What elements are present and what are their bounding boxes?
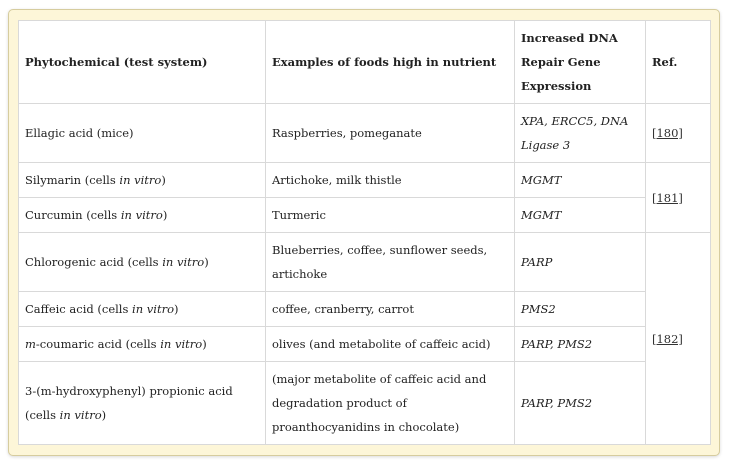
cell-ref <box>646 163 711 233</box>
name-text-end: ) <box>161 173 166 187</box>
name-text: -coumaric acid (cells <box>35 337 161 351</box>
name-text: Chlorogenic acid (cells <box>25 255 163 269</box>
header-phytochemical: Phytochemical (test system) <box>19 21 266 104</box>
cell-phytochemical <box>19 198 266 233</box>
name-text: Caffeic acid (cells <box>25 302 133 316</box>
header-ref: Ref. <box>646 21 711 104</box>
table-row <box>19 104 711 163</box>
cell-ref <box>646 233 711 445</box>
name-text-end: ) <box>202 337 207 351</box>
name-italic: in vitro <box>160 337 203 351</box>
cell-phytochemical <box>19 362 266 445</box>
cell-phytochemical <box>19 327 266 362</box>
phytochemical-table <box>18 20 711 445</box>
name-italic: in vitro <box>59 408 102 422</box>
cell-phytochemical <box>19 292 266 327</box>
ref-link-181[interactable]: [181] <box>652 190 683 205</box>
header-foods: Examples of foods high in nutrient <box>266 21 515 104</box>
name-text: Silymarin (cells <box>25 173 120 187</box>
table-row <box>19 163 711 198</box>
name-italic-lead: m <box>25 337 36 351</box>
name-text: Curcumin (cells <box>25 208 121 222</box>
cell-genes: PMS2 <box>515 292 646 327</box>
name-italic: in vitro <box>120 208 163 222</box>
cell-genes: XPA, ERCC5, DNA Ligase 3 <box>515 104 646 163</box>
header-dna-repair: Increased DNA Repair Gene Expression <box>515 21 646 104</box>
table-row <box>19 362 711 445</box>
cell-ref <box>646 104 711 163</box>
table-header-row <box>19 21 711 104</box>
name-text-end: ) <box>174 302 179 316</box>
cell-genes: PARP, PMS2 <box>515 327 646 362</box>
table-row <box>19 327 711 362</box>
cell-foods: Blueberries, coffee, sunflower seeds, artichoke <box>266 233 515 292</box>
ref-link-182[interactable]: [182] <box>652 331 683 346</box>
cell-genes: PARP, PMS2 <box>515 362 646 445</box>
name-text-end: ) <box>162 208 168 222</box>
name-text: 3-(m-hydroxyphenyl) propionic acid (cells <box>25 384 233 422</box>
name-italic: in vitro <box>162 255 205 269</box>
cell-genes: MGMT <box>515 198 646 233</box>
name-italic: in vitro <box>119 173 162 187</box>
cell-phytochemical <box>19 233 266 292</box>
name-text-end: ) <box>204 255 209 269</box>
name-text-end: ) <box>101 408 107 422</box>
table-row <box>19 233 711 292</box>
cell-foods: Artichoke, milk thistle <box>266 163 515 198</box>
table-row <box>19 292 711 327</box>
cell-foods: coffee, cranberry, carrot <box>266 292 515 327</box>
name-italic: in vitro <box>132 302 175 316</box>
cell-foods: Raspberries, pomeganate <box>266 104 515 163</box>
cell-phytochemical: Ellagic acid (mice) <box>19 104 266 163</box>
cell-genes: PARP <box>515 233 646 292</box>
cell-foods: Turmeric <box>266 198 515 233</box>
cell-genes: MGMT <box>515 163 646 198</box>
ref-link-180[interactable]: [180] <box>652 126 683 140</box>
cell-phytochemical <box>19 163 266 198</box>
cell-foods: olives (and metabolite of caffeic acid) <box>266 327 515 362</box>
table-row <box>19 198 711 233</box>
cell-foods: (major metabolite of caffeic acid and degradation product of proanthocyanidins in chocolate) <box>266 362 515 445</box>
content-card <box>8 9 720 456</box>
